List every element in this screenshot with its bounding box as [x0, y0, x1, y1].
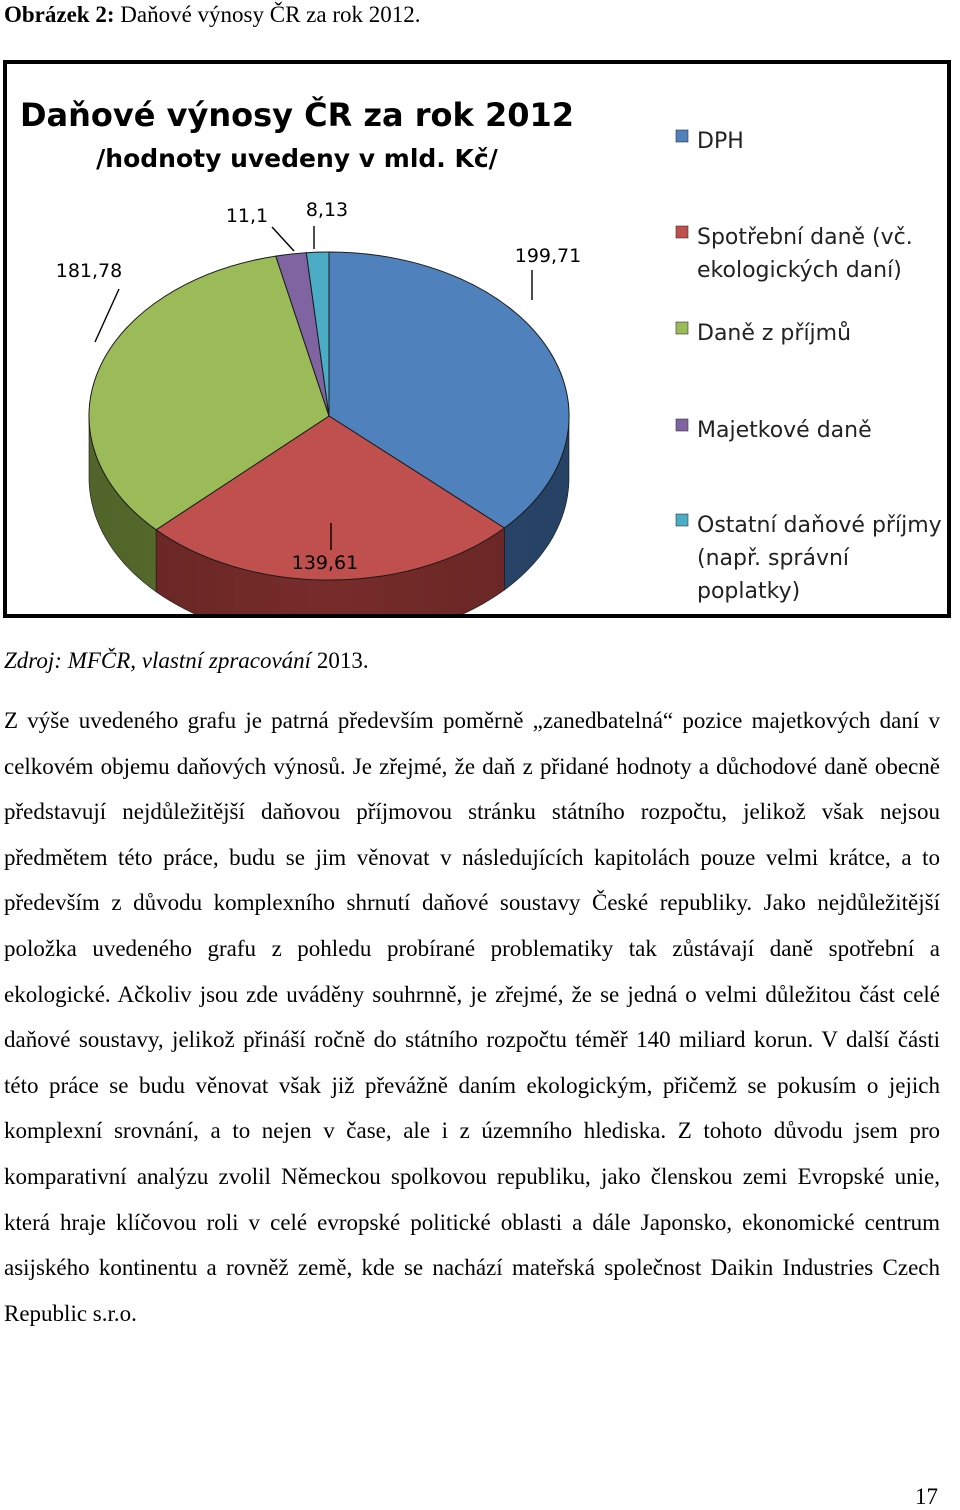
legend-swatch-3 — [676, 419, 688, 431]
source-note — [4, 648, 369, 674]
legend-label-4: poplatky) — [697, 579, 801, 604]
chart-title: Daňové výnosy ČR za rok 2012 — [19, 96, 575, 134]
data-label-2: 181,78 — [55, 260, 123, 282]
pie-chart-frame — [3, 60, 951, 618]
legend-swatch-0 — [676, 130, 688, 142]
legend-label-2: Daně z příjmů — [697, 321, 852, 346]
source-year: 2013. — [311, 648, 369, 673]
data-label-1: 139,61 — [291, 552, 359, 574]
legend-label-4: (např. správní — [697, 546, 850, 571]
source-italic: Zdroj: MFČR, vlastní zpracování — [4, 648, 312, 673]
figure-caption — [4, 2, 421, 28]
legend-label-4: Ostatní daňové příjmy — [697, 513, 942, 538]
leader-line-3 — [272, 227, 294, 251]
legend-swatch-1 — [676, 226, 688, 238]
page-number: 17 — [915, 1484, 938, 1509]
legend-label-1: Spotřební daně (vč. — [697, 225, 913, 250]
legend-label-0: DPH — [697, 129, 744, 154]
legend-swatch-4 — [676, 514, 688, 526]
data-label-4: 8,13 — [305, 199, 349, 221]
pie-chart — [7, 64, 947, 614]
figure-caption-label: Obrázek 2: — [4, 2, 115, 27]
chart-legend — [676, 129, 942, 604]
legend-label-3: Majetkové daně — [697, 418, 872, 443]
legend-swatch-2 — [676, 322, 688, 334]
body-paragraph: Z výše uvedeného grafu je patrná především poměrně „zanedbatelná“ pozice majetkových daní v celkovém objemu daňových výnosů. Je zřejmé, že daň z přidané hodnoty a důchodové daně obecně představují nejdůležitější daňovou příjmovou stránku státního rozpočtu, jelikož však nejsou předmětem této práce, budu se jim věnovat v následujících kapitolách pouze velmi krátce, a to především z důvodu komplexního shrnutí daňové soustavy České republiky. Jako nejdůležitější položka uvedeného grafu z pohledu probírané problematiky tak zůstávají daně spotřební a ekologické. Ačkoliv jsou zde uváděny souhrnně, je zřejmé, že se jedná o velmi důležitou část celé daňové soustavy, jelikož přináší ročně do státního rozpočtu téměř 140 miliard korun. V další části této práce se budu věnovat však již převážně daním ekologickým, přičemž se pokusím o jejich komplexní srovnání, a to nejen v čase, ale i z územního hlediska. Z tohoto důvodu jsem pro komparativní analýzu zvolil Německou spolkovou republiku, jako členskou zemi Evropské unie, která hraje klíčovou roli v celé evropské politické oblasti a dále Japonsko, ekonomické centrum asijského kontinentu a rovněž země, kde se nachází mateřská společnost Daikin Industries Czech Republic s.r.o. — [4, 708, 940, 1326]
data-label-0: 199,71 — [514, 245, 582, 267]
data-label-3: 11,1 — [225, 205, 269, 227]
chart-subtitle: /hodnoty uvedeny v mld. Kč/ — [96, 144, 498, 173]
figure-caption-text: Daňové výnosy ČR za rok 2012. — [120, 2, 421, 27]
leader-line-2 — [95, 289, 119, 342]
legend-label-1: ekologických daní) — [697, 258, 902, 283]
